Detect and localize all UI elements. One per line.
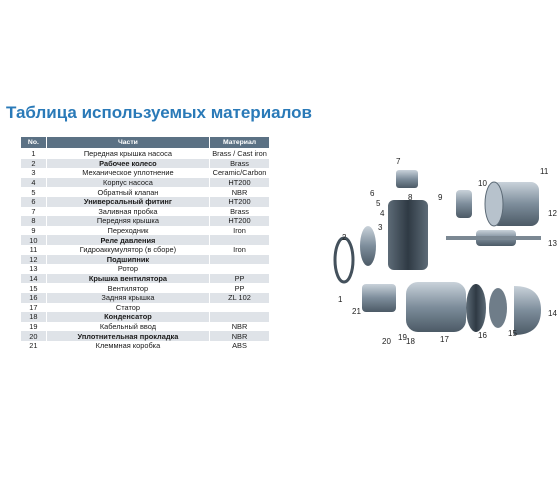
cell-part: Обратный клапан [46,187,209,197]
cell-part: Кабельный ввод [46,322,209,332]
callout-number: 5 [376,199,381,208]
callout-number: 15 [508,329,517,338]
table-row [21,168,270,178]
table-row [21,274,270,284]
table-row [21,149,270,159]
cell-material: Brass [210,159,270,169]
callout-number: 19 [398,333,407,342]
callout-number: 1 [338,295,343,304]
callout-number: 7 [396,157,401,166]
cell-no: 19 [21,322,47,332]
cell-material: Brass / Cast iron [210,149,270,159]
tank-end [485,182,503,226]
cell-material [210,255,270,265]
cell-material: Brass [210,207,270,217]
cell-part: Корпус насоса [46,178,209,188]
pump-exploded-diagram [326,157,557,360]
cell-part: Гидроаккумулятор (в сборе) [46,245,209,255]
cell-material: HT200 [210,197,270,207]
cell-no: 21 [21,341,47,351]
callout-number: 9 [438,193,443,202]
impeller [360,226,376,266]
cell-no: 3 [21,168,47,178]
fan [489,288,507,328]
callout-number: 18 [406,337,415,346]
table-row [21,283,270,293]
fan-cover [514,286,541,335]
cell-material: ZL 102 [210,293,270,303]
cell-no: 16 [21,293,47,303]
cell-part: Рабочее колесо [46,159,209,169]
cell-material: ABS [210,341,270,351]
page-title: Таблица используемых материалов [6,103,313,122]
cell-material: Iron [210,245,270,255]
terminal-box [362,284,396,312]
cell-part: Ротор [46,264,209,274]
cell-no: 1 [21,149,47,159]
cell-material: Iron [210,226,270,236]
cell-part: Уплотнительная прокладка [46,331,209,341]
header-material: Материал [210,137,270,149]
cell-no: 15 [21,283,47,293]
cell-no: 8 [21,216,47,226]
cell-no: 9 [21,226,47,236]
table-row [21,331,270,341]
cell-no: 18 [21,312,47,322]
callout-number: 6 [370,189,375,198]
pump-top [396,170,418,188]
callout-number: 20 [382,337,391,346]
cell-material [210,264,270,274]
cell-no: 7 [21,207,47,217]
cell-material: Ceramic/Carbon [210,168,270,178]
header-no: No. [21,137,47,149]
cell-material: NBR [210,331,270,341]
cell-part: Крышка вентилятора [46,274,209,284]
table-row [21,178,270,188]
cell-material: NBR [210,187,270,197]
table-body [21,149,270,351]
front-cover [335,238,353,282]
cell-part: Реле давления [46,235,209,245]
pressure-switch [456,190,472,218]
cell-no: 20 [21,331,47,341]
callout-number: 13 [548,239,557,248]
cell-no: 11 [21,245,47,255]
cell-no: 17 [21,303,47,313]
table-row [21,341,270,351]
callout-number: 12 [548,209,557,218]
cell-part: Подшипник [46,255,209,265]
table-row [21,235,270,245]
callout-number: 14 [548,309,557,318]
cell-part: Статор [46,303,209,313]
cell-material [210,235,270,245]
table-row [21,322,270,332]
cell-material: HT200 [210,178,270,188]
table-row [21,255,270,265]
cell-part: Передняя крышка [46,216,209,226]
cell-no: 4 [21,178,47,188]
callout-number: 2 [342,233,347,242]
cell-no: 10 [21,235,47,245]
pump-body [388,200,428,270]
table-row [21,303,270,313]
materials-table [20,136,270,350]
table-row [21,197,270,207]
cell-material: PP [210,283,270,293]
cell-no: 5 [21,187,47,197]
motor-stator [406,282,466,332]
cell-no: 12 [21,255,47,265]
table-row [21,159,270,169]
cell-part: Передная крышка насоса [46,149,209,159]
table-row [21,187,270,197]
shaft [446,236,541,240]
callout-number: 3 [378,223,383,232]
cell-part: Механическое уплотнение [46,168,209,178]
callout-number: 10 [478,179,487,188]
cell-no: 13 [21,264,47,274]
header-part: Части [46,137,209,149]
cell-material [210,312,270,322]
cell-material [210,303,270,313]
cell-part: Заливная пробка [46,207,209,217]
callout-number: 17 [440,335,449,344]
cell-part: Клеммная коробка [46,341,209,351]
cell-material: PP [210,274,270,284]
callout-number: 16 [478,331,487,340]
cell-part: Переходник [46,226,209,236]
table-row [21,312,270,322]
table-row [21,245,270,255]
callout-number: 11 [540,167,549,176]
callout-number: 4 [380,209,385,218]
rear-cover [466,284,486,332]
cell-no: 6 [21,197,47,207]
cell-part: Вентилятор [46,283,209,293]
table-row [21,264,270,274]
callout-number: 21 [352,307,361,316]
cell-no: 14 [21,274,47,284]
cell-part: Задняя крышка [46,293,209,303]
table-row [21,226,270,236]
table-row [21,293,270,303]
cell-part: Универсальный фитинг [46,197,209,207]
cell-part: Конденсатор [46,312,209,322]
table-header-row [21,137,270,149]
callout-number: 8 [408,193,413,202]
cell-material: HT200 [210,216,270,226]
table-row [21,216,270,226]
cell-no: 2 [21,159,47,169]
table-row [21,207,270,217]
cell-material: NBR [210,322,270,332]
